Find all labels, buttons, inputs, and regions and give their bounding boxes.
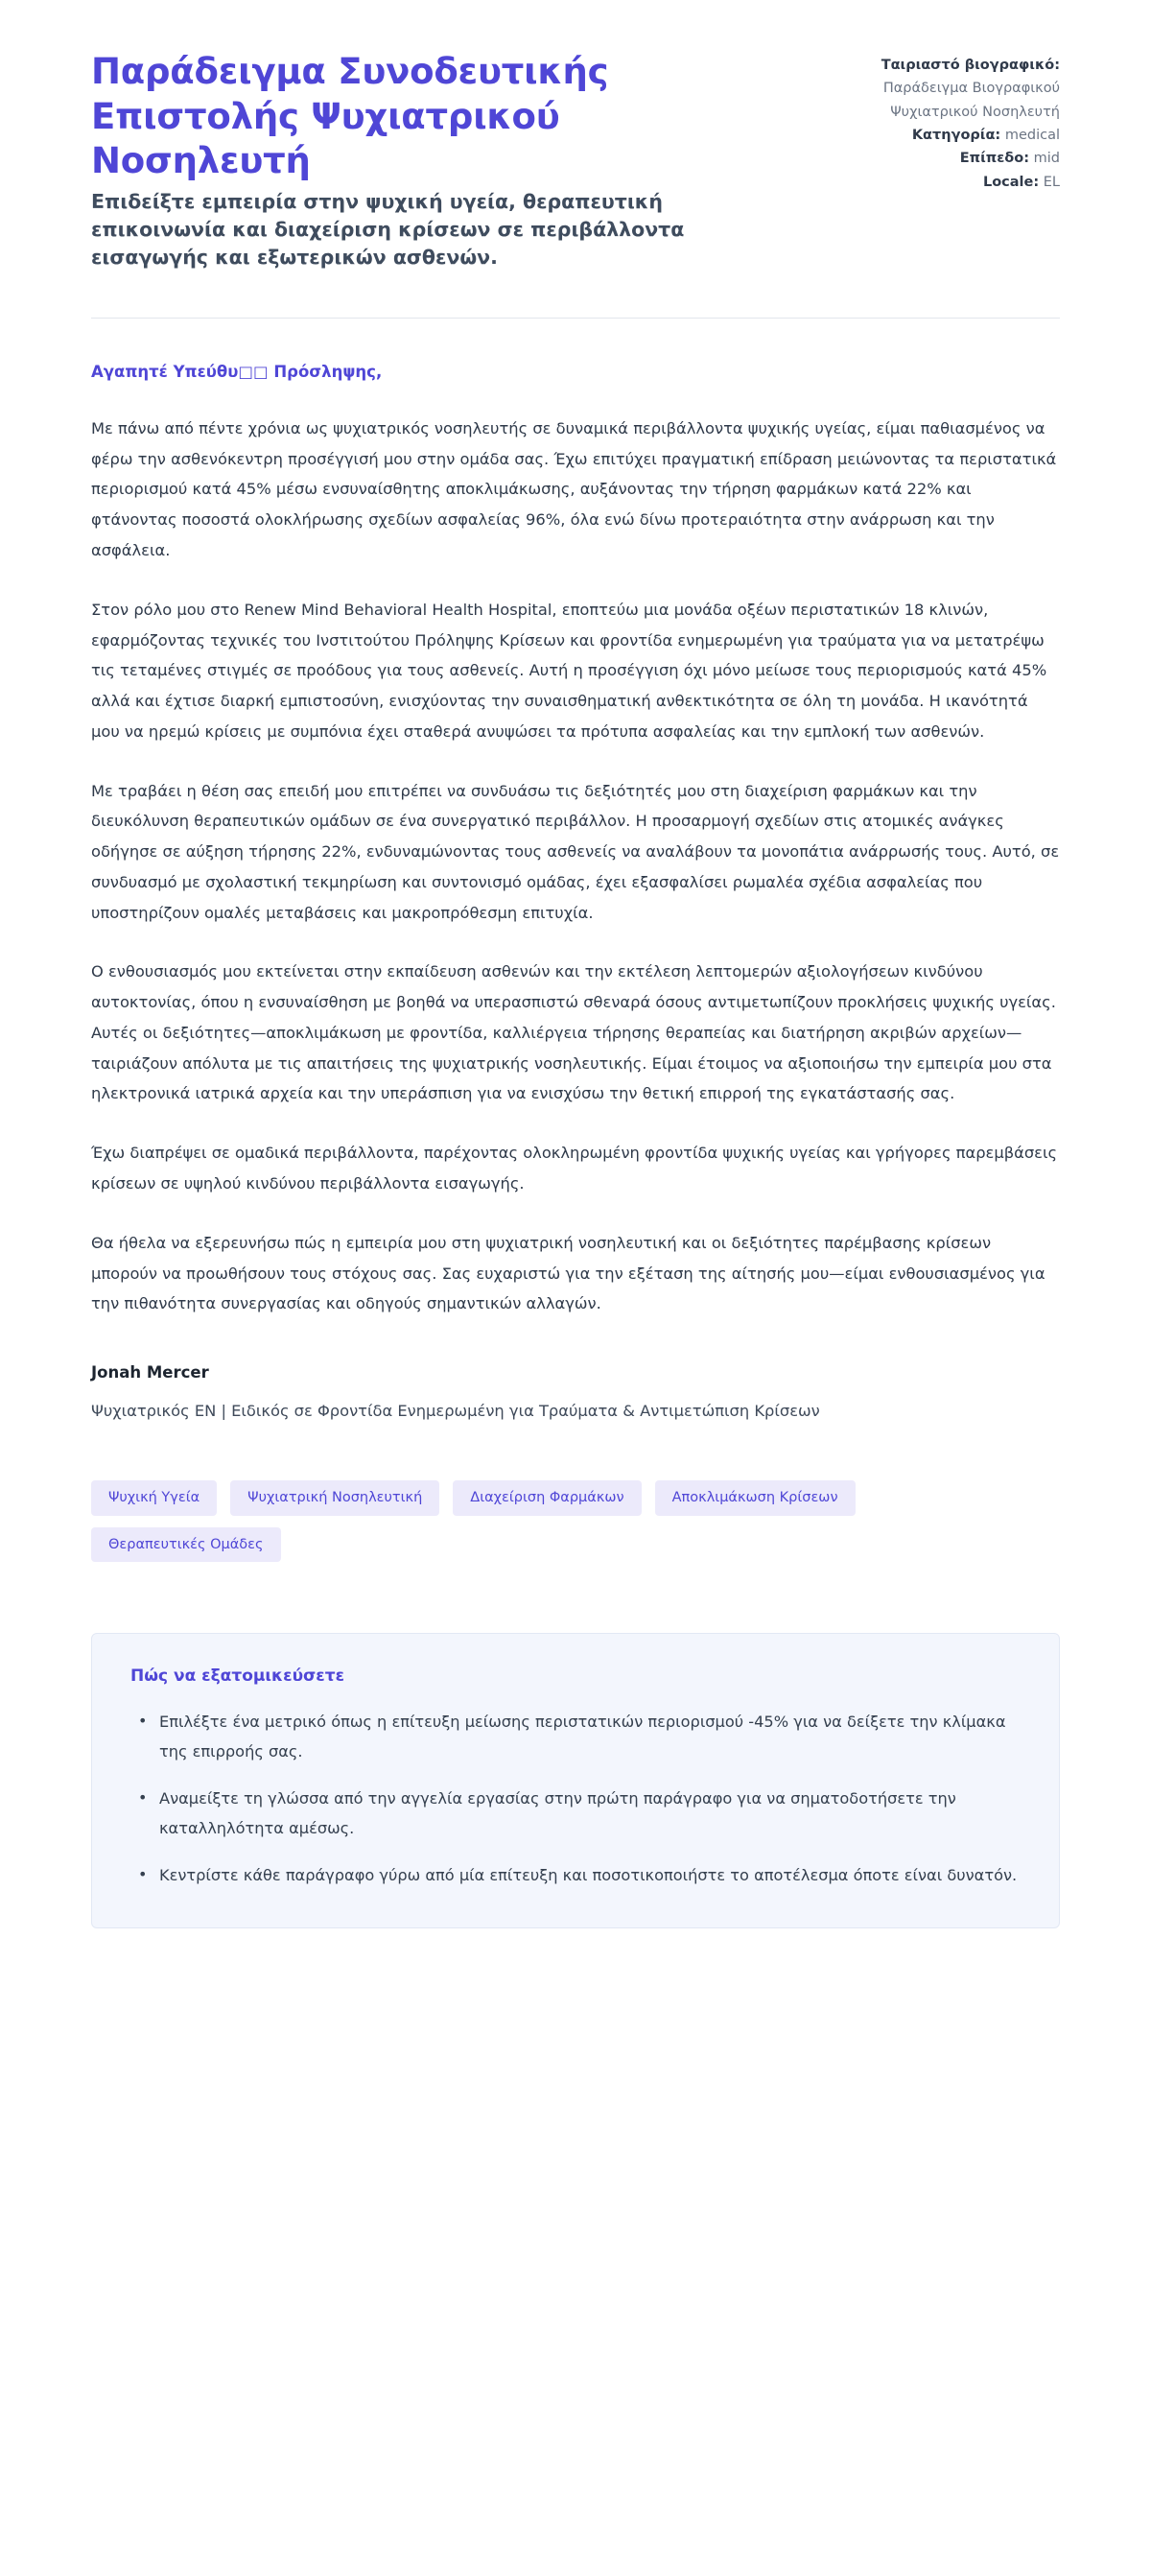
letter-paragraph: Με τραβάει η θέση σας επειδή μου επιτρέπει να συνδυάσω τις δεξιότητές μου στη διαχείριση φαρμάκων και την διευκόλυνση θεραπευτικών ομάδων σε ένα συνεργατικό περιβάλλον. Η προσαρμογή σχεδίων στις ατομικές ανάγκες οδήγησε σε αύξηση τήρησης 22%, ενδυναμώνοντας τους ασθενείς να αναλάβουν τα μονοπάτια ανάρρωσής τους. Αυτό, σε συνδυασμό με σχολαστική τεκμηρίωση και συντονισμό ομάδας, έχει εξασφαλίσει ρωμαλέα σχέδια ασφαλείας που υποστηρίζουν ομαλές μεταβάσεις και μακροπρόθεσμη επιτυχία. (91, 781, 1060, 922)
signature-block (91, 1363, 1060, 1427)
tag-chip[interactable]: Θεραπευτικές Ομάδες (91, 1527, 281, 1563)
signature-name: Jonah Mercer (91, 1363, 209, 1383)
letter-paragraph: Έχω διαπρέψει σε ομαδικά περιβάλλοντα, παρέχοντας ολοκληρωμένη φροντίδα ψυχικής υγείας και γρήγορες παρεμβάσεις κρίσεων σε υψηλού κινδύνου περιβάλλοντα εισαγωγής. (91, 1144, 1058, 1193)
tag-chip[interactable]: Αποκλιμάκωση Κρίσεων (655, 1480, 856, 1516)
salutation: Αγαπητέ Υπεύθυ□□ Πρόσληψης, (91, 363, 383, 382)
tag-chip[interactable]: Διαχείριση Φαρμάκων (453, 1480, 641, 1516)
callout-list-item: • Αναμείξτε τη γλώσσα από την αγγελία εργασίας στην πρώτη παράγραφο για να σηματοδοτήσετε την καταλληλότητα αμέσως. (153, 1784, 1021, 1843)
page-title: Παράδειγμα Συνοδευτικής Επιστολής Ψυχιατρικού Νοσηλευτή (91, 51, 609, 182)
letter-paragraph: Με πάνω από πέντε χρόνια ως ψυχιατρικός νοσηλευτής σε δυναμικά περιβάλλοντα ψυχικής υγείας, είμαι παθιασμένος να φέρω την ασθενόκεντρη προσέγγισή μου στην ομάδα σας. Έχω επιτύχει πραγματική επίδραση μειώνοντας τα περιστατικά περιορισμού κατά 45% μέσω ενσυναίσθητης αποκλιμάκωσης, αυξάνοντας την τήρηση φαρμάκων κατά 22% και φτάνοντας ποσοστά ολοκλήρωσης σχεδίων ασφαλείας 96%, όλα ενώ δίνω προτεραιότητα στην ανάρρωση και την ασφάλεια. (91, 418, 1057, 559)
letter-paragraph: Ο ενθουσιασμός μου εκτείνεται στην εκπαίδευση ασθενών και την εκτέλεση λεπτομερών αξιολογήσεων κινδύνου αυτοκτονίας, όπου η ενσυναίσθηση με βοηθά να υπερασπιστώ σθεναρά όσους αντιμετωπίζουν προκλήσεις ψυχικής υγείας. Αυτές οι δεξιότητες—αποκλιμάκωση με φροντίδα, καλλιέργεια τήρησης θεραπείας και διατήρηση ακριβών αρχείων—ταιριάζουν απόλυτα με τις απαιτήσεις της ψυχιατρικής νοσηλευτικής. Είμαι έτοιμος να αξιοποιήσω την εμπειρία μου στα ηλεκτρονικά ιατρικά αρχεία και την υπεράσπιση για να ενισχύσω την θετική επιρροή της εγκατάστασής σας. (91, 962, 1056, 1103)
locale-value: EL (1043, 174, 1060, 190)
letter-body (91, 319, 1060, 1927)
meta-matched-resume-label (810, 54, 1060, 77)
tag-list (91, 1480, 1012, 1562)
letter-paragraph: Θα ήθελα να εξερευνήσω πώς η εμπειρία μου στη ψυχιατρική νοσηλευτική και οι δεξιότητες παρέμβασης κρίσεων μπορούν να προωθήσουν τους στόχους σας. Σας ευχαριστώ για την εξέταση της αίτησής μου—είμαι ενθουσιασμένος για την πιθανότητα συνεργασίας και οδηγούς σημαντικών αλλαγών. (91, 1233, 1045, 1313)
matched-resume-label: Ταιριαστό βιογραφικό: (881, 58, 1060, 73)
callout-title: Πώς να εξατομικεύσετε (130, 1666, 345, 1686)
letter-paragraphs (91, 414, 1060, 1319)
signature-role: Ψυχιατρικός ΕΝ | Ειδικός σε Φροντίδα Ενημερωμένη για Τραύματα & Αντιμετώπιση Κρίσεων (91, 1402, 820, 1421)
header-metadata (810, 50, 1060, 194)
tag-chip[interactable]: Ψυχική Υγεία (91, 1480, 217, 1516)
meta-locale (810, 171, 1060, 194)
callout-list-item: • Κεντρίστε κάθε παράγραφο γύρω από μία επίτευξη και ποσοτικοποιήστε το αποτέλεσμα όποτε είναι δυνατόν. (153, 1860, 1021, 1890)
level-label: Επίπεδο: (959, 151, 1030, 167)
meta-level (810, 147, 1060, 170)
category-label: Κατηγορία: (911, 128, 1001, 144)
page-subtitle: Επιδείξτε εμπειρία στην ψυχική υγεία, θεραπευτική επικοινωνία και διαχείριση κρίσεων σε περιβάλλοντα εισαγωγής και εξωτερικών ασθενών. (91, 189, 685, 270)
tag-chip[interactable]: Ψυχιατρική Νοσηλευτική (230, 1480, 439, 1516)
category-value: medical (1004, 128, 1060, 144)
personalization-callout (91, 1633, 1060, 1928)
letter-paragraph: Στον ρόλο μου στο Renew Mind Behavioral Health Hospital, εποπτεύω μια μονάδα οξέων περιστατικών 18 κλινών, εφαρμόζοντας τεχνικές του Ινστιτούτου Πρόληψης Κρίσεων και φροντίδα ενημερωμένη για τραύματα για να μετατρέψω τις τεταμένες στιγμές σε προόδους για τους ασθενείς. Αυτή η προσέγγιση όχι μόνο μείωσε τους περιορισμούς κατά 45% αλλά και έχτισε διαρκή εμπιστοσύνη, ενισχύοντας την συναισθηματική ανθεκτικότητα σε όλη τη μονάδα. Η ικανότητά μου να ηρεμώ κρίσεις με συμπόνια έχει σταθερά ανυψώσει τα πρότυπα ασφαλείας και την εμπλοκή των ασθενών. (91, 600, 1047, 741)
document-header (91, 50, 1060, 272)
callout-list-item: • Επιλέξτε ένα μετρικό όπως η επίτευξη μείωσης περιστατικών περιορισμού -45% για να δείξετε την κλίμακα της επιρροής σας. (153, 1707, 1021, 1766)
locale-label: Locale: (982, 174, 1040, 190)
meta-matched-resume-value: Παράδειγμα Βιογραφικού Ψυχιατρικού Νοσηλευτή (882, 81, 1060, 120)
meta-category (810, 124, 1060, 147)
level-value: mid (1033, 151, 1060, 167)
header-title-block (91, 50, 763, 272)
callout-item-list (130, 1707, 1021, 1891)
